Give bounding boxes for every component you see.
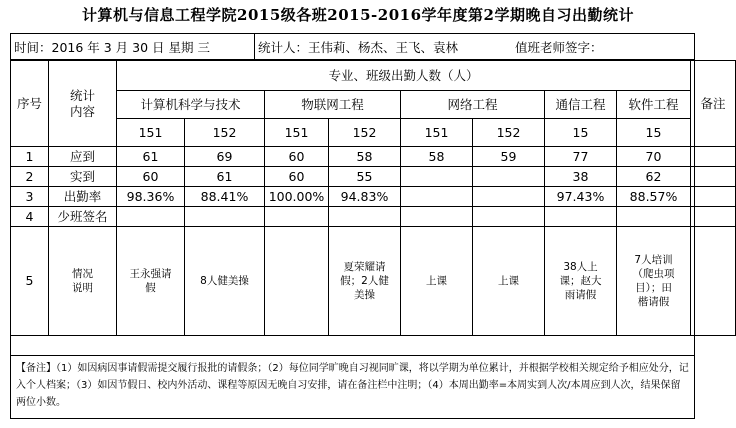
group-header: 专业、班级出勤人数（人） xyxy=(117,61,691,91)
data-cell: 7人培训 （爬虫项 目）；田 楷请假 xyxy=(617,227,691,336)
data-cell: 58 xyxy=(329,147,401,167)
row-label: 出勤率 xyxy=(49,187,117,207)
remark-cell xyxy=(691,167,736,187)
data-cell: 60 xyxy=(117,167,185,187)
table-row xyxy=(11,227,736,336)
data-cell xyxy=(473,187,545,207)
data-cell: 88.41% xyxy=(185,187,265,207)
remark-cell xyxy=(691,147,736,167)
remark-cell xyxy=(691,187,736,207)
data-cell: 58 xyxy=(401,147,473,167)
row-label: 少班签名 xyxy=(49,207,117,227)
table-row xyxy=(11,207,736,227)
class-header: 15 xyxy=(617,119,691,147)
data-cell: 38 xyxy=(545,167,617,187)
teacher-signature-label: 值班老师签字： xyxy=(515,40,603,55)
row-number: 5 xyxy=(11,227,49,336)
major-header: 物联网工程 xyxy=(265,91,401,119)
data-cell xyxy=(401,187,473,207)
data-cell: 60 xyxy=(265,167,329,187)
class-header: 152 xyxy=(185,119,265,147)
remark-cell xyxy=(691,207,736,227)
class-header: 152 xyxy=(473,119,545,147)
divider xyxy=(254,33,255,59)
row-number: 3 xyxy=(11,187,49,207)
data-cell: 98.36% xyxy=(117,187,185,207)
data-cell xyxy=(473,207,545,227)
table-row xyxy=(11,167,736,187)
data-cell: 69 xyxy=(185,147,265,167)
data-cell: 60 xyxy=(265,147,329,167)
major-header: 通信工程 xyxy=(545,91,617,119)
remark-header: 备注 xyxy=(691,61,736,147)
seq-header: 序号 xyxy=(11,61,49,147)
data-cell: 59 xyxy=(473,147,545,167)
data-cell: 上课 xyxy=(401,227,473,336)
data-cell xyxy=(265,227,329,336)
table-row xyxy=(11,187,736,207)
data-cell xyxy=(401,167,473,187)
remarks-note: 【备注】（1）如因病因事请假需提交履行报批的请假条；（2）每位同学旷晚自习视同旷课，将以学期为单位累计，并根据学校相关规定给予相应处分，记入个人档案；（3）如因节假日、校内外活动、课程等原因无晚自习安排，请在备注栏中注明；（4）本周出勤率=本周实到人次/本周应到人次，结果保留两位小数。 xyxy=(10,355,695,419)
data-cell: 上课 xyxy=(473,227,545,336)
attendance-table xyxy=(10,60,736,336)
data-cell xyxy=(265,207,329,227)
data-cell xyxy=(617,207,691,227)
row-number: 1 xyxy=(11,147,49,167)
data-cell xyxy=(545,207,617,227)
data-cell: 夏荣耀请 假；2人健 美操 xyxy=(329,227,401,336)
class-header: 151 xyxy=(117,119,185,147)
row-number: 4 xyxy=(11,207,49,227)
data-cell: 61 xyxy=(117,147,185,167)
data-cell: 62 xyxy=(617,167,691,187)
major-header: 软件工程 xyxy=(617,91,691,119)
data-cell: 8人健美操 xyxy=(185,227,265,336)
data-cell: 70 xyxy=(617,147,691,167)
row-label: 应到 xyxy=(49,147,117,167)
data-cell: 100.00% xyxy=(265,187,329,207)
info-row xyxy=(10,33,695,60)
date-text: 时间：2016 年 3 月 30 日 星期 三 xyxy=(14,40,210,55)
table-row xyxy=(11,147,736,167)
data-cell xyxy=(329,207,401,227)
major-header: 计算机科学与技术 xyxy=(117,91,265,119)
data-cell: 88.57% xyxy=(617,187,691,207)
data-cell: 38人上 课；赵大 雨请假 xyxy=(545,227,617,336)
major-header: 网络工程 xyxy=(401,91,545,119)
data-cell: 王永强请 假 xyxy=(117,227,185,336)
data-cell: 61 xyxy=(185,167,265,187)
data-cell: 97.43% xyxy=(545,187,617,207)
remark-cell xyxy=(691,227,736,336)
row-label: 情况 说明 xyxy=(49,227,117,336)
data-cell: 94.83% xyxy=(329,187,401,207)
stat-content-header: 统计 内容 xyxy=(49,61,117,147)
data-cell xyxy=(401,207,473,227)
counters-text: 统计人：王伟莉、杨杰、王飞、袁林 xyxy=(258,40,459,55)
data-cell: 77 xyxy=(545,147,617,167)
page-title: 计算机与信息工程学院2015级各班2015-2016学年度第2学期晚自习出勤统计 xyxy=(82,6,634,24)
class-header: 151 xyxy=(401,119,473,147)
data-cell: 55 xyxy=(329,167,401,187)
row-label: 实到 xyxy=(49,167,117,187)
class-header: 152 xyxy=(329,119,401,147)
data-cell xyxy=(117,207,185,227)
data-cell xyxy=(185,207,265,227)
class-header: 151 xyxy=(265,119,329,147)
row-number: 2 xyxy=(11,167,49,187)
data-cell xyxy=(473,167,545,187)
class-header: 15 xyxy=(545,119,617,147)
